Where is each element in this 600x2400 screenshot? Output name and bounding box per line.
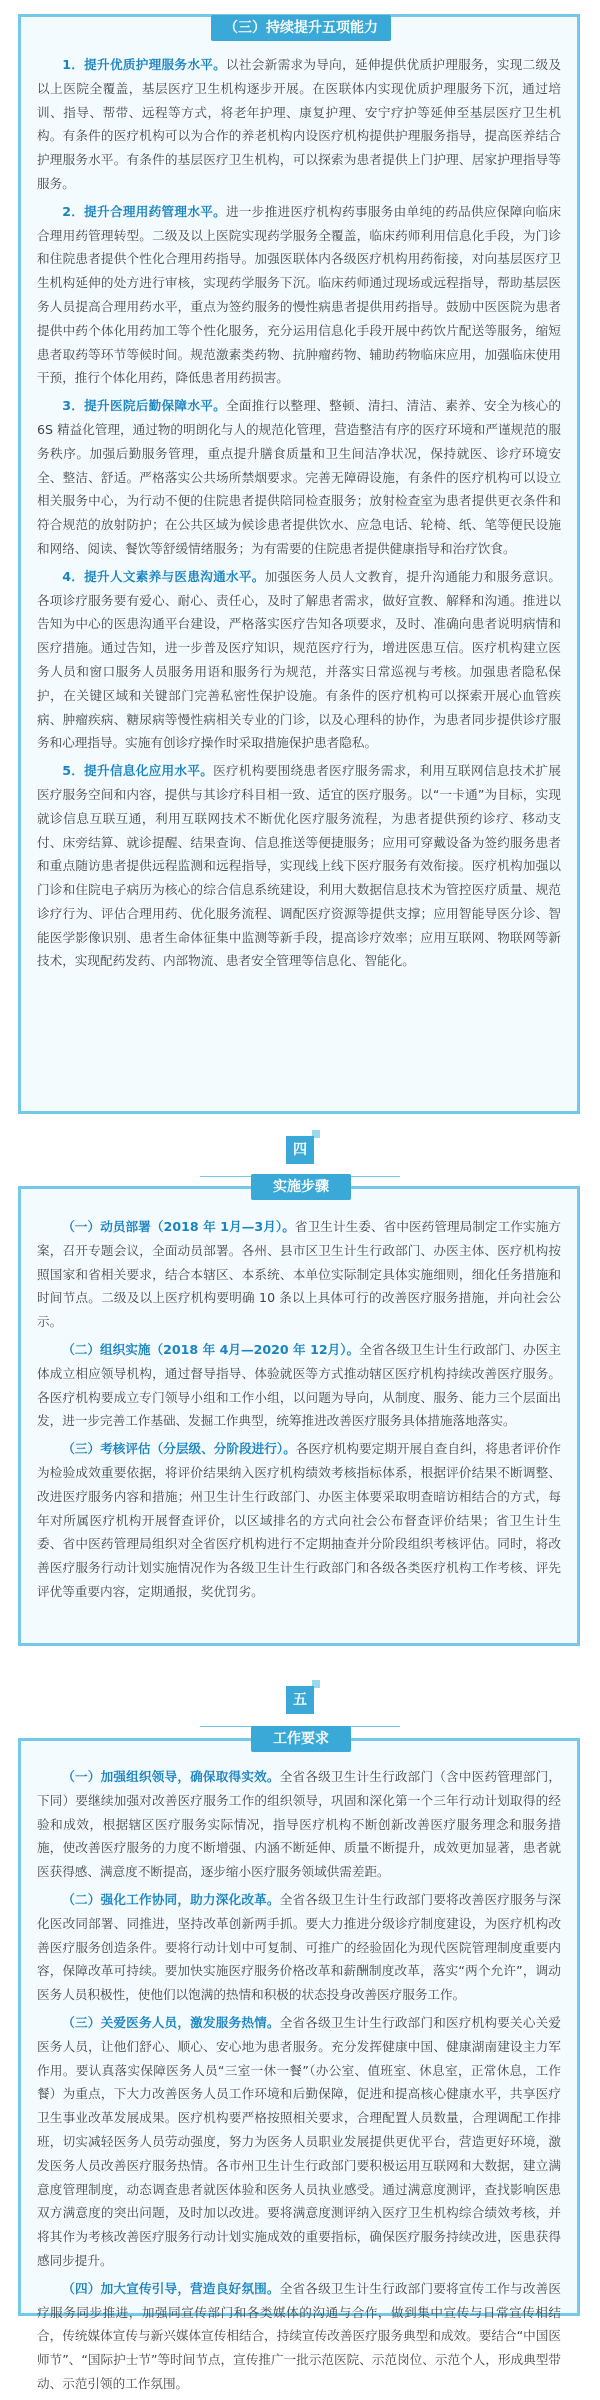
paragraph-logistics: [37, 394, 561, 561]
paragraph-lead: 4．提升人文素养与医患沟通水平。: [62, 568, 265, 584]
paragraph-informatization: [37, 759, 561, 973]
paragraph-text: 各医疗机构要定期开展自查自纠，将患者评价作为检验成效重要依据，将评价结果纳入医疗机构绩效考核指标体系，根据评价结果不断调整、改进医疗服务内容和措施；州卫生计生行政部门、办医主体要采取明查暗访相结合的方式，每年对所属医疗机构开展督查评价，以区域排名的方式向社会公布督查评价结果；省卫生计生委、省中医药管理局组织对全省医疗机构进行不定期抽查并分阶段组织考核评估。同时，将改善医疗服务行动计划实施情况作为各级卫生计生行政部门和各级各类医疗机构工作考核、评先评优等重要内容，定期通报，奖优罚劣。: [37, 1441, 562, 1599]
paragraph-lead: （一）加强组织领导，确保取得实效。: [62, 1769, 280, 1784]
paragraph-lead: 3．提升医院后勤保障水平。: [62, 398, 227, 414]
paragraph-text: 全省各级卫生计生行政部门要将改善医疗服务与深化医改同部署、同推进，坚持改革创新两手抓。要大力推进分级诊疗制度建设，为医疗机构改善医疗服务创造条件。要将行动计划中可复制、可推广的经验固化为现代医院管理制度重要内容，保障改革可持续。要加快实施医疗服务价格改革和薪酬制度改革，落实“两个允许”，调动医务人员积极性，使他们以饱满的热情和积极的状态投身改善医疗服务工作。: [37, 1891, 562, 2003]
paragraph-publicity: [37, 2277, 561, 2396]
paragraph-text: 全面推行以整理、整顿、清扫、清洁、素养、安全为核心的 6S 精益化管理，通过物的明朗化与人的规范化管理，营造整洁有序的医疗环境和严谨规范的服务秩序。加强后勤服务管理，重点提升膳食质量和卫生间洁净状况，保持就医、诊疗环境安全、整洁、舒适。严格落实公共场所禁烟要求。完善无障碍设施，有条件的医疗机构可以设立相关服务中心，为行动不便的住院患者提供陪同检查服务；放射检查室为患者提供更衣条件和符合规范的放射防护；在公共区域为候诊患者提供饮水、应急电话、轮椅、纸、笔等便民设施和网络、阅读、餐饮等舒缓情绪服务；为有需要的住院患者提供健康指导和治疗饮食。: [37, 398, 562, 556]
paragraph-text: 医疗机构要围绕患者医疗服务需求，利用互联网信息技术扩展医疗服务空间和内容，提供与其诊疗科目相一致、适宜的医疗服务。以“一卡通”为目标，实现就诊信息互联互通，利用互联网技术不断优化医疗服务流程，为患者提供预约诊疗、移动支付、床旁结算、就诊提醒、结果查询、信息推送等便捷服务；应用可穿戴设备为签约服务患者和重点随访患者提供远程监测和远程指导，实现线上线下医疗服务有效衔接。医疗机构加强以门诊和住院电子病历为核心的综合信息系统建设，利用大数据信息技术为管控医疗质量、规范诊疗行为、评估合理用药、优化服务流程、调配医疗资源等提供支撑；应用智能导医分诊、智能医学影像识别、患者生命体征集中监测等新手段，提高诊疗效率；应用互联网、物联网等新技术，实现配药发药、内部物流、患者安全管理等信息化、智能化。: [37, 763, 561, 969]
section-banner: 工作要求: [251, 1726, 351, 1752]
paragraph-lead: （二）组织实施（2018 年 4月—2020 年 12月）。: [62, 1341, 360, 1357]
paragraph-evaluate: [37, 1437, 561, 1604]
section-content: [37, 1215, 561, 1608]
section-number-4: 四: [286, 1136, 314, 1164]
section-frame-3: [18, 14, 580, 1114]
paragraph-lead: 2．提升合理用药管理水平。: [62, 203, 227, 219]
section-banner: 实施步骤: [251, 1174, 351, 1200]
paragraph-lead: （三）考核评估（分层级、分阶段进行）。: [62, 1441, 296, 1457]
section-frame-4: [18, 1179, 580, 1646]
paragraph-lead: 5．提升信息化应用水平。: [62, 763, 214, 779]
section-content: [37, 53, 561, 977]
paragraph-humanities: [37, 565, 561, 755]
paragraph-deploy: [37, 1215, 561, 1334]
paragraph-lead: （三）关爱医务人员，激发服务热情。: [62, 2014, 280, 2030]
paragraph-text: 省卫生计生委、省中医药管理局制定工作实施方案，召开专题会议，全面动员部署。各州、县市区卫生计生行政部门、办医主体、医疗机构按照国家和省相关要求，结合本辖区、本系统、本单位实际制定具体实施细则，细化任务措施和时间节点。二级及以上医疗机构要明确 10 条以上具体可行的改善医疗服务措施，并向社会公示。: [37, 1219, 562, 1330]
paragraph-text: 全省各级卫生计生行政部门、办医主体成立相应领导机构，通过督导指导、体验就医等方式推动辖区医疗机构持续改善医疗服务。各医疗机构要成立专门领导小组和工作小组，以问题为导向，从制度、服务、能力三个层面出发，进一步完善工作基础、发掘工作典型，统筹推进改善医疗服务具体措施落地落实。: [37, 1341, 562, 1429]
section-content: [37, 1765, 561, 2400]
paragraph-text: 以社会新需求为导向，延伸提供优质护理服务，实现二级及以上医院全覆盖，基层医疗卫生机构逐步开展。在医联体内实现优质护理服务下沉，通过培训、指导、帮带、远程等方式，将老年护理、康复护理、安宁疗护等延伸至基层医疗卫生机构。有条件的医疗机构可以为合作的养老机构内设医疗机构提供护理服务指导，提高医养结合护理服务水平。有条件的基层医疗卫生机构，可以探索为患者提供上门护理、居家护理指导等服务。: [37, 57, 562, 191]
paragraph-text: 全省各级卫生计生行政部门（含中医药管理部门，下同）要继续加强对改善医疗服务工作的组织领导，巩固和深化第一个三年行动计划取得的经验和成效，根据辖区医疗服务实际情况，指导医疗机构不断创新改善医疗服务理念和服务措施，使改善医疗服务的力度不断增强、内涵不断延伸、质量不断提升，成效更加显著，患者就医获得感、满意度不断提高，逐步缩小医疗服务领域供需差距。: [37, 1769, 562, 1880]
paragraph-leadership: [37, 1765, 561, 1884]
paragraph-text: 加强医务人员人文教育，提升沟通能力和服务意识。各项诊疗服务要有爱心、耐心、责任心，及时了解患者需求，做好宣教、解释和沟通。推进以告知为中心的医患沟通平台建设，严格落实医疗告知各项要求，及时、准确向患者说明病情和医疗措施。通过告知，进一步普及医疗知识，规范医疗行为，增进医患互信。医疗机构建立医务人员和窗口服务人员服务用语和服务行为规范，并落实日常巡视与考核。加强患者隐私保护，在关键区域和关键部门完善私密性保护设施。有条件的医疗机构可以探索开展心血管疾病、肿瘤疾病、糖尿病等慢性病相关专业的门诊，以及心理科的协作，为患者同步提供诊疗服务和心理指导。实施有创诊疗操作时采取措施保护患者隐私。: [37, 568, 562, 751]
paragraph-text: 进一步推进医疗机构药事服务由单纯的药品供应保障向临床合理用药管理转型。二级及以上医院实现药学服务全覆盖，临床药师利用信息化手段，为门诊和住院患者提供个性化合理用药指导。加强医联体内各级医疗机构用药衔接，对向基层医疗卫生机构延伸的处方进行审核，实现药学服务下沉。临床药师通过现场或远程指导，帮助基层医务人员提高合理用药水平，重点为签约服务的慢性病患者提供用药指导。鼓励中医医院为患者提供中药个体化用药加工等个性化服务，充分运用信息化手段开展中药饮片配送等服务，缩短患者取药等环节等候时间。规范激素类药物、抗肿瘤药物、辅助药物临床应用，加强临床使用干预，推行个体化用药，降低患者用药损害。: [37, 203, 562, 386]
paragraph-lead: 1．提升优质护理服务水平。: [62, 57, 227, 72]
paragraph-nursing: [37, 53, 561, 196]
paragraph-care-staff: [37, 2011, 561, 2273]
paragraph-medication: [37, 200, 561, 390]
paragraph-coordination: [37, 1888, 561, 2007]
section-banner: （三）持续提升五项能力: [211, 15, 391, 41]
paragraph-lead: （二）强化工作协同，助力深化改革。: [62, 1891, 280, 1907]
paragraph-text: 全省各级卫生计生行政部门要将宣传工作与改善医疗服务同步推进，加强同宣传部门和各类媒体的沟通与合作，做到集中宣传与日常宣传相结合，传统媒体宣传与新兴媒体宣传相结合，持续宣传改善医疗服务典型和成效。要结合“中国医师节”、“国际护士节”等时间节点，宣传推广一批示范医院、示范岗位、示范个人，形成典型带动、示范引领的工作氛围。: [37, 2280, 562, 2391]
section-frame-5: [18, 1731, 580, 2391]
paragraph-lead: （一）动员部署（2018 年 1月—3月）。: [62, 1219, 295, 1234]
paragraph-lead: （四）加大宣传引导，营造良好氛围。: [62, 2280, 280, 2296]
paragraph-text: 全省各级卫生计生行政部门和医疗机构要关心关爱医务人员，让他们舒心、顺心、安心地为患者服务。充分发挥健康中国、健康湖南建设主力军作用。要认真落实保障医务人员“三室一休一餐”（办公室、值班室、休息室，正常休息，工作餐）为重点，下大力改善医务人员工作环境和后勤保障，促进和提高核心健康水平，共享医疗卫生事业改革发展成果。医疗机构要严格按照相关要求，合理配置人员数量，合理调配工作排班，切实减轻医务人员劳动强度，努力为医务人员职业发展提供更优平台，营造更好环境，激发医务人员改善医疗服务热情。各市州卫生计生行政部门要积极运用互联网和大数据，建立满意度管理制度，动态调查患者就医体验和医务人员执业感受。通过满意度测评，查找影响医患双方满意度的突出问题，及时加以改进。要将满意度测评纳入医疗卫生机构综合绩效考核，并将其作为考核改善医疗服务行动计划实施成效的重要指标，确保医疗服务持续改进，医患获得感同步提升。: [37, 2014, 562, 2268]
paragraph-implement: [37, 1338, 561, 1433]
section-number-5: 五: [286, 1686, 314, 1714]
